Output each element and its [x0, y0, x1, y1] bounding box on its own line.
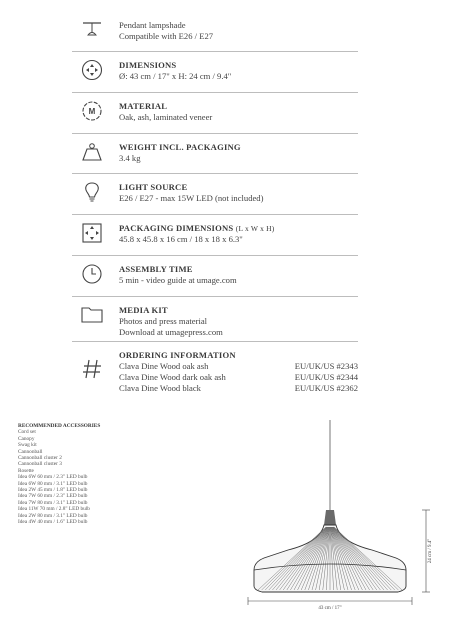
spec-row [72, 52, 358, 93]
spec-row [72, 93, 358, 134]
spec-row [72, 134, 358, 174]
spec-title-text: DIMENSIONS [119, 60, 177, 70]
spec-title-text: LIGHT SOURCE [119, 182, 188, 192]
order-product-name: Clava Dine Wood oak ash [119, 361, 209, 371]
spec-title-text: MATERIAL [119, 101, 168, 111]
spec-line: Photos and press material [119, 316, 208, 326]
hash-icon [72, 358, 112, 380]
spec-text [119, 101, 358, 123]
spec-line: Download at umagepress.com [119, 327, 223, 337]
spec-title-text: WEIGHT INCL. PACKAGING [119, 142, 241, 152]
svg-text:M: M [88, 107, 96, 116]
accessory-item: Cannonball cluster 2 [18, 455, 62, 462]
order-line [119, 372, 358, 383]
order-product-code: EU/UK/US #2362 [294, 383, 358, 393]
order-product-name: Clava Dine Wood dark oak ash [119, 372, 226, 382]
accessory-item: Idea 7W 80 mm / 3.1" LED bulb [18, 499, 88, 506]
accessory-item: Rosette [18, 467, 34, 474]
lamp-drawing [240, 420, 440, 620]
spec-title-text: ORDERING INFORMATION [119, 350, 236, 360]
package-icon [72, 222, 112, 244]
spec-title [119, 182, 358, 193]
spec-title [119, 305, 358, 316]
spec-line: 3.4 kg [119, 153, 141, 163]
spec-text [119, 350, 358, 394]
accessory-item: Swag kit [18, 442, 37, 449]
accessory-item: Cannonball [18, 448, 43, 455]
accessory-item: Cannonball cluster 3 [18, 461, 62, 468]
spec-line: 45.8 x 45.8 x 16 cm / 18 x 18 x 6.3" [119, 234, 243, 244]
spec-text [119, 223, 358, 245]
order-line [119, 383, 358, 394]
spec-list [72, 14, 358, 402]
spec-line: Ø: 43 cm / 17" x H: 24 cm / 9.4" [119, 71, 232, 81]
accessories-title: RECOMMENDED ACCESSORIES [18, 423, 101, 429]
clock-icon [72, 263, 112, 285]
spec-title-text: PACKAGING DIMENSIONS [119, 223, 234, 233]
light-bulb-icon [72, 181, 112, 203]
spec-title [119, 264, 358, 275]
spec-row [72, 342, 358, 402]
spec-text [119, 182, 358, 204]
accessory-item: Cord set [18, 429, 36, 436]
spec-line: E26 / E27 - max 15W LED (not included) [119, 193, 264, 203]
accessory-item: Idea 2W 80 mm / 3.1" LED bulb [18, 512, 88, 519]
height-dimension [422, 510, 433, 592]
order-product-code: EU/UK/US #2344 [294, 372, 358, 382]
spec-row [72, 256, 358, 297]
order-line [119, 361, 358, 372]
width-label: 43 cm / 17" [318, 606, 342, 611]
spec-text [119, 60, 358, 82]
spec-line: Compatible with E26 / E27 [119, 31, 214, 41]
order-product-code: EU/UK/US #2343 [294, 361, 358, 371]
spec-title [119, 350, 358, 361]
spec-row [72, 14, 358, 52]
spec-line: Oak, ash, laminated veneer [119, 112, 213, 122]
recommended-accessories [18, 423, 100, 526]
accessory-item: Idea 4W 40 mm / 1.6" LED bulb [18, 519, 88, 526]
spec-title [119, 101, 358, 112]
spec-line: Pendant lampshade [119, 20, 186, 30]
pendant-icon [72, 21, 112, 37]
spec-row [72, 174, 358, 215]
spec-title [119, 60, 358, 71]
dimensions-icon [72, 59, 112, 81]
spec-text [119, 20, 358, 42]
spec-title-suffix: (L x W x H) [235, 224, 275, 233]
spec-title [119, 223, 358, 234]
spec-row [72, 215, 358, 256]
accessory-item: Canopy [18, 435, 35, 442]
folder-icon [72, 304, 112, 324]
order-product-name: Clava Dine Wood black [119, 383, 201, 393]
spec-text [119, 305, 358, 338]
spec-title-text: ASSEMBLY TIME [119, 264, 193, 274]
weight-icon [72, 141, 112, 163]
accessory-item: Idea 6W 80 mm / 3.1" LED bulb [18, 480, 88, 487]
material-icon [72, 100, 112, 122]
accessory-item: Idea 2W 45 mm / 1.8" LED bulb [18, 487, 88, 494]
spec-text [119, 142, 358, 164]
spec-line: 5 min - video guide at umage.com [119, 275, 237, 285]
accessories-list [18, 429, 100, 525]
accessory-item: Idea 7W 60 mm / 2.3" LED bulb [18, 493, 88, 500]
accessory-item: Idea 11W 70 mm / 2.8" LED bulb [18, 506, 90, 513]
spec-title-text: MEDIA KIT [119, 305, 168, 315]
spec-title [119, 142, 358, 153]
lamp-shade [254, 510, 406, 592]
accessory-item: Idea 6W 60 mm / 2.3" LED bulb [18, 474, 88, 481]
width-dimension [248, 597, 412, 611]
height-label: 24 cm / 9.4" [428, 538, 433, 564]
spec-text [119, 264, 358, 286]
spec-row [72, 297, 358, 342]
